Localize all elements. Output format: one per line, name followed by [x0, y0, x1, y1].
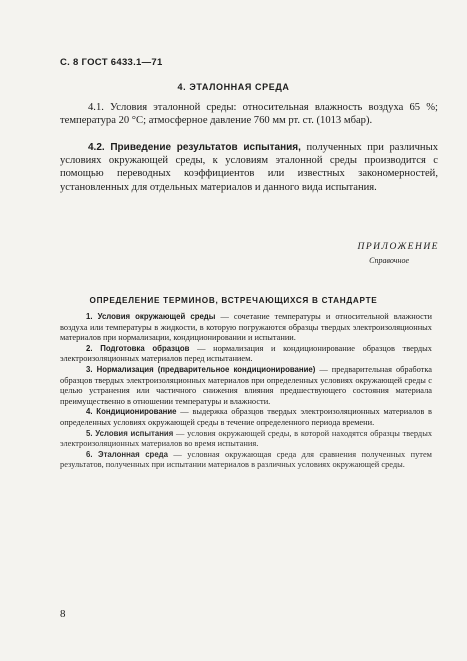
- paragraph-4-1: [60, 101, 438, 127]
- definition-term: 6. Эталонная среда: [86, 449, 168, 459]
- definition-term: 3. Нормализация (предварительное кондиционирование): [86, 364, 316, 374]
- paragraph-4-2: [60, 141, 438, 194]
- definition-text: — выдержка образцов твердых электроизоляционных материалов в определенных условиях окружающей среды в течение определенного периода времени.: [60, 407, 433, 427]
- definition-text: — условная окружающая среда для сравнения полученных путем результатов, полученных при испытании материалов в различных условиях окружающей среды.: [60, 449, 432, 470]
- section-title: 4. ЭТАЛОННАЯ СРЕДА: [177, 82, 290, 92]
- definitions-title: ОПРЕДЕЛЕНИЕ ТЕРМИНОВ, ВСТРЕЧАЮЩИХСЯ В СТАНДАРТЕ: [89, 296, 378, 305]
- appendix-label: ПРИЛОЖЕНИЕ: [357, 242, 439, 252]
- paragraph-4-2-lead: 4.2. Приведение результатов испытания,: [88, 142, 301, 153]
- definition-text: — сочетание температуры и относительной влажности воздуха или температуры в жидкости, в которую погружаются образцы твердых электроизоляционных материалов при нормализации, кондиционировании и испытании.: [60, 312, 432, 343]
- definition-item: [60, 312, 432, 344]
- definition-text: — нормализация и кондиционирование образцов твердых электроизоляционных материалов перед испытанием.: [60, 343, 432, 364]
- definition-item: [60, 450, 432, 471]
- definition-term: 2. Подготовка образцов: [86, 343, 190, 353]
- paragraph-4-2-rest: полученных при различных условиях окружающей среды, к условиям эталонной среды производится с помощью переводных коэффициентов или известных закономерностей, установленных для отдельных материалов и данного вида испытания.: [60, 142, 438, 193]
- page-header: С. 8 ГОСТ 6433.1—71: [60, 57, 163, 68]
- definition-text: — предварительная обработка образцов твердых электроизоляционных материалов при определенных условиях окружающей среды с целью устранения или частичного снижения влияния предшествующего состояния материала преимущественно в отношении температуры и влажности.: [60, 364, 432, 406]
- definition-item: [60, 407, 432, 428]
- definitions-list: [60, 312, 432, 471]
- definition-text: — условия окружающей среды, в которой находятся образцы твердых электроизоляционных материалов во время испытания.: [60, 428, 433, 449]
- paragraph-4-2-text: [60, 141, 438, 194]
- paragraph-4-1-text: 4.1. Условия эталонной среды: относительная влажность воздуха 65 %; температура 20 °С; атмосферное давление 760 мм рт. ст. (1013 мбар).: [60, 102, 438, 127]
- definition-item: [60, 429, 432, 450]
- definition-term: 5. Условия испытания: [86, 428, 174, 438]
- definition-term: 4. Кондиционирование: [86, 407, 177, 417]
- definition-item: [60, 344, 432, 365]
- definition-term: 1. Условия окружающей среды: [86, 312, 216, 321]
- page-number: 8: [60, 608, 66, 620]
- appendix-subtitle: Справочное: [369, 256, 409, 265]
- definition-item: [60, 365, 432, 407]
